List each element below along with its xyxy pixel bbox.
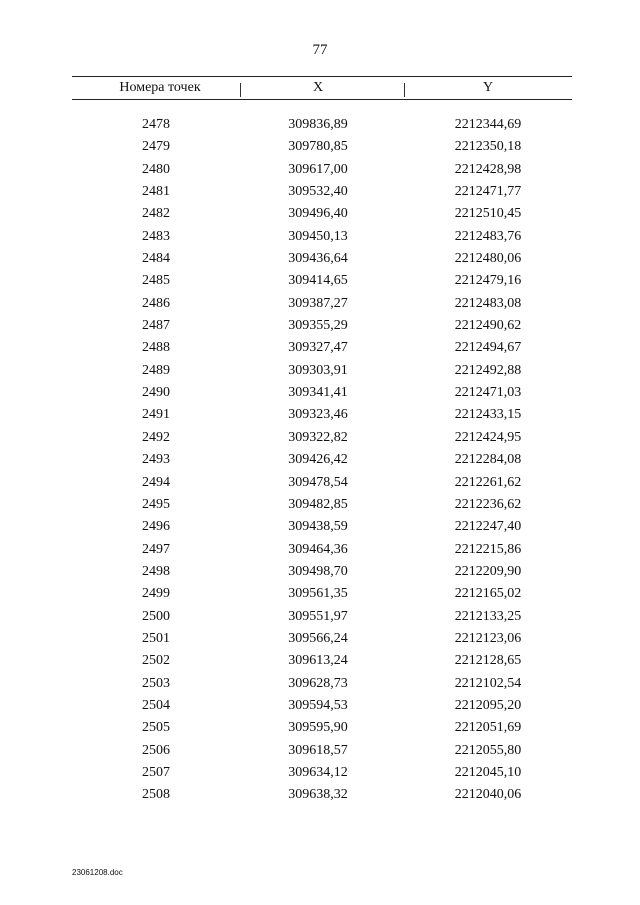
y-coordinate: 2212428,98 [454, 161, 522, 177]
y-coordinate: 2212095,20 [454, 697, 522, 713]
x-coordinate: 309426,42 [288, 452, 348, 468]
point-number: 2493 [142, 452, 170, 468]
table-row [0, 206, 640, 228]
table-row [0, 519, 640, 541]
point-number: 2489 [142, 362, 170, 378]
point-number: 2487 [142, 318, 170, 334]
table-row [0, 273, 640, 295]
coordinates-table-body [0, 117, 640, 810]
y-coordinate: 2212045,10 [454, 764, 522, 780]
table-row [0, 296, 640, 318]
point-number: 2486 [142, 295, 170, 311]
point-number: 2503 [142, 675, 170, 691]
table-row [0, 698, 640, 720]
x-coordinate: 309780,85 [288, 139, 348, 155]
table-row [0, 676, 640, 698]
y-coordinate: 2212350,18 [454, 139, 522, 155]
y-coordinate: 2212480,06 [454, 251, 522, 267]
y-coordinate: 2212165,02 [454, 586, 522, 602]
y-coordinate: 2212209,90 [454, 563, 522, 579]
y-coordinate: 2212492,88 [454, 362, 522, 378]
y-coordinate: 2212424,95 [454, 429, 522, 445]
x-coordinate: 309436,64 [288, 251, 348, 267]
x-coordinate: 309355,29 [288, 318, 348, 334]
x-coordinate: 309438,59 [288, 519, 348, 535]
x-coordinate: 309327,47 [288, 340, 348, 356]
table-row [0, 631, 640, 653]
x-coordinate: 309532,40 [288, 184, 348, 200]
page-number: 77 [312, 42, 328, 58]
x-coordinate: 309551,97 [288, 608, 348, 624]
x-coordinate: 309561,35 [288, 586, 348, 602]
table-row [0, 586, 640, 608]
point-number: 2492 [142, 429, 170, 445]
x-coordinate: 309634,12 [288, 764, 348, 780]
header-x: X [312, 80, 324, 95]
x-coordinate: 309613,24 [288, 653, 348, 669]
y-coordinate: 2212040,06 [454, 787, 522, 803]
point-number: 2506 [142, 742, 170, 758]
x-coordinate: 309628,73 [288, 675, 348, 691]
x-coordinate: 309387,27 [288, 295, 348, 311]
point-number: 2508 [142, 787, 170, 803]
point-number: 2490 [142, 385, 170, 401]
x-coordinate: 309594,53 [288, 697, 348, 713]
point-number: 2491 [142, 407, 170, 423]
point-number: 2501 [142, 630, 170, 646]
point-number: 2507 [142, 764, 170, 780]
y-coordinate: 2212494,67 [454, 340, 522, 356]
header-y: Y [482, 80, 494, 95]
y-coordinate: 2212490,62 [454, 318, 522, 334]
point-number: 2488 [142, 340, 170, 356]
y-coordinate: 2212128,65 [454, 653, 522, 669]
y-coordinate: 2212236,62 [454, 496, 522, 512]
table-row [0, 340, 640, 362]
table-row [0, 430, 640, 452]
point-number: 2481 [142, 184, 170, 200]
y-coordinate: 2212102,54 [454, 675, 522, 691]
y-coordinate: 2212433,15 [454, 407, 522, 423]
point-number: 2485 [142, 273, 170, 289]
table-row [0, 542, 640, 564]
point-number: 2499 [142, 586, 170, 602]
x-coordinate: 309566,24 [288, 630, 348, 646]
table-row [0, 407, 640, 429]
y-coordinate: 2212051,69 [454, 720, 522, 736]
y-coordinate: 2212215,86 [454, 541, 522, 557]
x-coordinate: 309638,32 [288, 787, 348, 803]
table-header [72, 76, 572, 100]
table-row [0, 385, 640, 407]
y-coordinate: 2212483,08 [454, 295, 522, 311]
y-coordinate: 2212284,08 [454, 452, 522, 468]
y-coordinate: 2212483,76 [454, 228, 522, 244]
table-row [0, 117, 640, 139]
point-number: 2478 [142, 117, 170, 132]
table-row [0, 475, 640, 497]
point-number: 2504 [142, 697, 170, 713]
point-number: 2484 [142, 251, 170, 267]
point-number: 2502 [142, 653, 170, 669]
table-row [0, 452, 640, 474]
x-coordinate: 309617,00 [288, 161, 348, 177]
point-number: 2480 [142, 161, 170, 177]
point-number: 2497 [142, 541, 170, 557]
point-number: 2479 [142, 139, 170, 155]
table-row [0, 162, 640, 184]
y-coordinate: 2212247,40 [454, 519, 522, 535]
table-row [0, 251, 640, 273]
y-coordinate: 2212471,03 [454, 385, 522, 401]
x-coordinate: 309464,36 [288, 541, 348, 557]
header-divider [240, 83, 241, 97]
header-points: Номера точек [119, 80, 201, 95]
x-coordinate: 309618,57 [288, 742, 348, 758]
x-coordinate: 309303,91 [288, 362, 348, 378]
x-coordinate: 309414,65 [288, 273, 348, 289]
table-row [0, 720, 640, 742]
table-row [0, 184, 640, 206]
table-row [0, 139, 640, 161]
table-row [0, 497, 640, 519]
header-divider [404, 83, 405, 97]
point-number: 2500 [142, 608, 170, 624]
table-row [0, 363, 640, 385]
y-coordinate: 2212510,45 [454, 206, 522, 222]
x-coordinate: 309595,90 [288, 720, 348, 736]
point-number: 2505 [142, 720, 170, 736]
table-row [0, 609, 640, 631]
table-row [0, 743, 640, 765]
x-coordinate: 309498,70 [288, 563, 348, 579]
point-number: 2483 [142, 228, 170, 244]
x-coordinate: 309836,89 [288, 117, 348, 132]
y-coordinate: 2212123,06 [454, 630, 522, 646]
table-row [0, 765, 640, 787]
y-coordinate: 2212344,69 [454, 117, 522, 132]
point-number: 2496 [142, 519, 170, 535]
x-coordinate: 309322,82 [288, 429, 348, 445]
y-coordinate: 2212471,77 [454, 184, 522, 200]
y-coordinate: 2212261,62 [454, 474, 522, 490]
point-number: 2494 [142, 474, 170, 490]
table-row [0, 229, 640, 251]
table-row [0, 787, 640, 809]
y-coordinate: 2212133,25 [454, 608, 522, 624]
x-coordinate: 309482,85 [288, 496, 348, 512]
point-number: 2495 [142, 496, 170, 512]
point-number: 2498 [142, 563, 170, 579]
y-coordinate: 2212055,80 [454, 742, 522, 758]
x-coordinate: 309341,41 [288, 385, 348, 401]
x-coordinate: 309478,54 [288, 474, 348, 490]
x-coordinate: 309450,13 [288, 228, 348, 244]
file-name: 23061208.doc [72, 868, 123, 877]
x-coordinate: 309496,40 [288, 206, 348, 222]
table-row [0, 318, 640, 340]
table-row [0, 564, 640, 586]
point-number: 2482 [142, 206, 170, 222]
y-coordinate: 2212479,16 [454, 273, 522, 289]
x-coordinate: 309323,46 [288, 407, 348, 423]
table-row [0, 653, 640, 675]
